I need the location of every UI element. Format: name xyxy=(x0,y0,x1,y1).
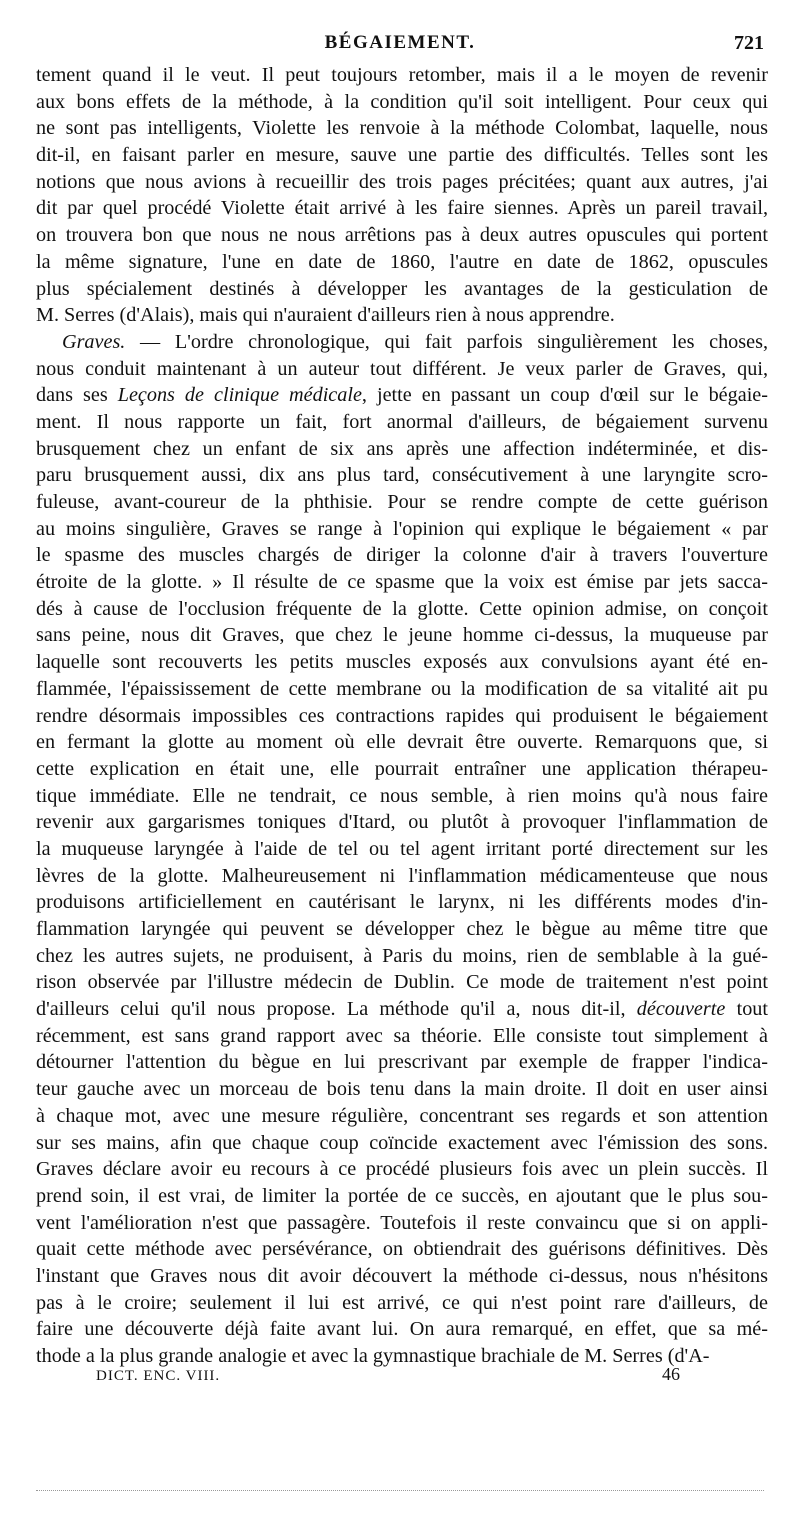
text-line: produisons artificiellement en cautérisant le larynx, ni les différents modes d'in- xyxy=(36,891,768,914)
text-line: laquelle sont recouverts les petits muscles exposés aux convulsions ayant été en- xyxy=(36,651,768,674)
running-title: BÉGAIEMENT. xyxy=(324,32,476,53)
text-line: dit par quel procédé Violette était arrivé à les faire siennes. Après un pareil travail, xyxy=(36,197,768,220)
text-line: Graves. — L'ordre chronologique, qui fait parfois singulièrement les choses, xyxy=(62,330,768,353)
text-line: d'ailleurs celui qu'il nous propose. La méthode qu'il a, nous dit-il, découverte tout xyxy=(36,998,768,1021)
text-line: teur gauche avec un morceau de bois tenu dans la main droite. Il doit en user ainsi xyxy=(36,1078,768,1101)
text-line: détourner l'attention du bègue en lui prescrivant par exemple de frapper l'indica- xyxy=(36,1051,768,1074)
text-line: pas à le croire; seulement il lui est arrivé, ce qui n'est point rare d'ailleurs, de xyxy=(36,1291,768,1314)
text-line: flammée, l'épaississement de cette membrane ou la modification de sa vitalité ait pu xyxy=(36,677,768,700)
text-line: paru brusquement aussi, dix ans plus tard, consécutivement à une laryngite scro- xyxy=(36,464,768,487)
text-line: brusquement chez un enfant de six ans après une affection indéterminée, et dis- xyxy=(36,437,768,460)
text-line: chez les autres sujets, ne produisent, à Paris du moins, rien de semblable à la gué- xyxy=(36,944,768,967)
text-line: plus spécialement destinés à développer les avantages de la gesticulation de xyxy=(36,277,768,300)
text-line: rendre désormais impossibles ces contractions rapides qui produisent le bégaiement xyxy=(36,704,768,727)
text-line: tement quand il le veut. Il peut toujours retomber, mais il a le moyen de revenir xyxy=(36,64,768,86)
text-line: Graves déclare avoir eu recours à ce procédé plusieurs fois avec un plein succès. Il xyxy=(36,1158,768,1181)
text-line: sur ses mains, afin que chaque coup coïncide exactement avec l'émission des sons. xyxy=(36,1131,768,1154)
text-line: lèvres de la glotte. Malheureusement ni l'inflammation médicamenteuse que nous xyxy=(36,864,768,887)
text-line: revenir aux gargarismes toniques d'Itard, ou plutôt à provoquer l'inflammation de xyxy=(36,811,768,834)
text-line: cette explication en était une, elle pourrait entraîner une application thérapeu- xyxy=(36,757,768,780)
text-line: étroite de la glotte. » Il résulte de ce spasme que la voix est émise par jets sacca- xyxy=(36,571,768,594)
text-line: la muqueuse laryngée à l'aide de tel ou tel agent irritant porté directement sur les xyxy=(36,837,768,860)
text-line: tique immédiate. Elle ne tendrait, ce nous semble, à rien moins qu'à nous faire xyxy=(36,784,768,807)
text-line: ment. Il nous rapporte un fait, fort anormal d'ailleurs, de bégaiement survenu xyxy=(36,410,768,433)
text-line: dit-il, en faisant parler en mesure, sauve une partie des difficultés. Telles sont les xyxy=(36,144,768,167)
page-number: 721 xyxy=(734,32,764,54)
text-line: l'instant que Graves nous dit avoir découvert la méthode ci-dessus, nous n'hésitons xyxy=(36,1264,768,1287)
text-line: aux bons effets de la méthode, à la condition qu'il soit intelligent. Pour ceux qui xyxy=(36,90,768,113)
text-line: dés à cause de l'occlusion fréquente de la glotte. Cette opinion admise, on conçoit xyxy=(36,597,768,620)
text-line: faire une découverte déjà faite avant lui. On aura remarqué, en effet, que sa mé- xyxy=(36,1318,768,1341)
page-footer xyxy=(36,1364,764,1388)
text-line: ne sont pas intelligents, Violette les renvoie à la méthode Colombat, laquelle, nous xyxy=(36,117,768,140)
text-line: dans ses Leçons de clinique médicale, jette en passant un coup d'œil sur le bégaie- xyxy=(36,384,768,407)
text-line: le spasme des muscles chargés de diriger la colonne d'air à travers l'ouverture xyxy=(36,544,768,567)
body-text xyxy=(36,62,768,1370)
running-head xyxy=(36,32,764,58)
text-line: on trouvera bon que nous ne nous arrêtions pas à deux autres opuscules qui portent xyxy=(36,224,768,247)
text-line: notions que nous avions à recueillir des trois pages précitées; quant aux autres, j'ai xyxy=(36,170,768,193)
text-line: quait cette méthode avec persévérance, on obtiendrait des guérisons définitives. Dès xyxy=(36,1238,768,1261)
text-line: prend soin, il est vrai, de limiter la portée de ce succès, en ajoutant que le plus sou- xyxy=(36,1184,768,1207)
text-line: la même signature, l'une en date de 1860, l'autre en date de 1862, opuscules xyxy=(36,250,768,273)
text-line: au moins singulière, Graves se range à l'opinion qui explique le bégaiement « par xyxy=(36,517,768,540)
text-line: M. Serres (d'Alais), mais qui n'auraient d'ailleurs rien à nous apprendre. xyxy=(36,304,615,327)
sheet-number: 46 xyxy=(662,1364,680,1384)
text-line: rison observée par l'illustre médecin de Dublin. Ce mode de traitement n'est point xyxy=(36,971,768,994)
text-line: à chaque mot, avec une mesure régulière, concentrant ses regards et son attention xyxy=(36,1104,768,1127)
bottom-rule xyxy=(36,1490,764,1491)
text-line: en fermant la glotte au moment où elle devrait être ouverte. Remarquons que, si xyxy=(36,731,768,754)
text-line: vent l'amélioration n'est que passagère. Toutefois il reste convaincu que si on appli- xyxy=(36,1211,768,1234)
signature-mark: DICT. ENC. VIII. xyxy=(96,1368,221,1384)
text-line: sans peine, nous dit Graves, que chez le jeune homme ci-dessus, la muqueuse par xyxy=(36,624,768,647)
text-line: thode a la plus grande analogie et avec la gymnastique brachiale de M. Serres (d'A- xyxy=(36,1345,710,1367)
text-line: fuleuse, avant-coureur de la phthisie. Pour se rendre compte de cette guérison xyxy=(36,491,768,513)
text-line: flammation laryngée qui peuvent se développer chez le bègue au même titre que xyxy=(36,918,768,940)
text-line: récemment, est sans grand rapport avec sa théorie. Elle consiste tout simplement à xyxy=(36,1024,768,1047)
text-line: nous conduit maintenant à un auteur tout différent. Je veux parler de Graves, qui, xyxy=(36,357,768,380)
